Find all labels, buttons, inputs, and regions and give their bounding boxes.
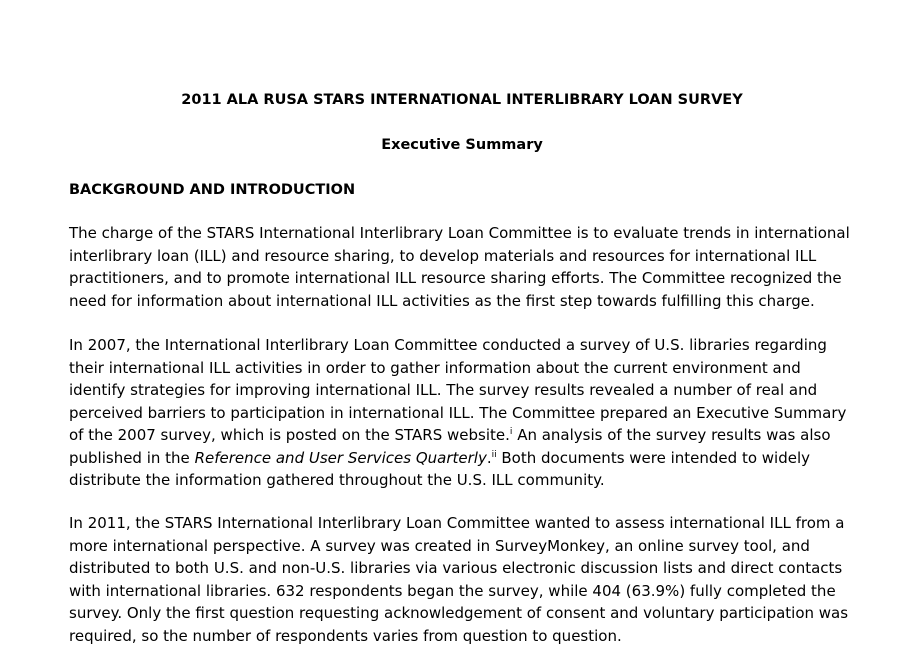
paragraph-line: distributed to both U.S. and non-U.S. libraries via various electronic discussion lists and direct contacts bbox=[69, 559, 843, 577]
paragraph-line: survey. Only the first question requesting acknowledgement of consent and voluntary participation was bbox=[69, 604, 849, 622]
text-segment: of the 2007 survey, which is posted on the STARS website. bbox=[69, 426, 510, 444]
section-heading: BACKGROUND AND INTRODUCTION bbox=[69, 182, 356, 198]
text-segment: An analysis of the survey results was also bbox=[512, 426, 831, 444]
paragraph-line: In 2011, the STARS International Interlibrary Loan Committee wanted to assess international ILL from a bbox=[69, 514, 845, 532]
paragraph-line: interlibrary loan (ILL) and resource sharing, to develop materials and resources for international ILL bbox=[69, 246, 817, 265]
paragraph-line: required, so the number of respondents varies from question to question. bbox=[69, 626, 622, 645]
paragraph-line: The charge of the STARS International Interlibrary Loan Committee is to evaluate trends in international bbox=[69, 224, 850, 242]
paragraph-line: need for information about international ILL activities as the first step towards fulfilling this charge. bbox=[69, 291, 815, 310]
paragraph-line bbox=[69, 424, 859, 447]
text-segment: Both documents were intended to widely bbox=[496, 448, 810, 467]
paragraph-line bbox=[69, 447, 859, 470]
paragraph-line: their international ILL activities in order to gather information about the current environment and bbox=[69, 358, 801, 377]
paragraph-line: perceived barriers to participation in international ILL. The Committee prepared an Executive Summary bbox=[69, 403, 847, 422]
paragraph-charge bbox=[69, 222, 859, 312]
endnote-marker[interactable]: ii bbox=[491, 449, 497, 460]
paragraph-line: practitioners, and to promote international ILL resource sharing efforts. The Committee recognized the bbox=[69, 269, 842, 287]
document-title: 2011 ALA RUSA STARS INTERNATIONAL INTERLIBRARY LOAN SURVEY bbox=[181, 92, 743, 108]
paragraph-line: In 2007, the International Interlibrary Loan Committee conducted a survey of U.S. libraries regarding bbox=[69, 336, 827, 354]
text-segment: published in the bbox=[69, 448, 195, 467]
document-subtitle: Executive Summary bbox=[381, 137, 543, 153]
paragraph-line: more international perspective. A survey was created in SurveyMonkey, an online survey tool, and bbox=[69, 536, 810, 555]
text-segment: . bbox=[486, 448, 492, 467]
paragraph-line: identify strategies for improving international ILL. The survey results revealed a number of real and bbox=[69, 381, 818, 399]
paragraph-2011-survey bbox=[69, 512, 859, 647]
paragraph-line: with international libraries. 632 respondents began the survey, while 404 (63.9%) fully completed the bbox=[69, 581, 836, 600]
paragraph-2007-survey bbox=[69, 334, 859, 492]
journal-title: Reference and User Services Quarterly bbox=[194, 448, 487, 467]
endnote-marker[interactable]: i bbox=[509, 427, 513, 437]
paragraph-line: distribute the information gathered throughout the U.S. ILL community. bbox=[69, 471, 605, 489]
